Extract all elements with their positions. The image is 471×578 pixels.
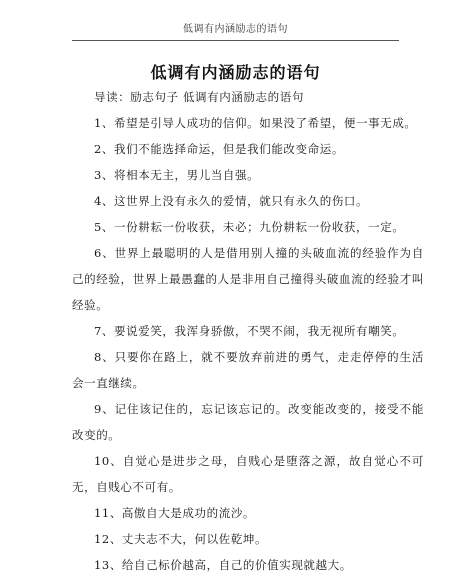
list-item: 3、将相本无主，男儿当自强。 (94, 168, 260, 182)
list-item: 1、希望是引导人成功的信仰。如果没了希望，便一事无成。 (94, 116, 417, 130)
list-item: 13、给自己标价越高，自己的价值实现就越大。 (94, 558, 352, 572)
list-item: 10、自觉心是进步之母，自贱心是堕落之源，故自觉心不可无，自贱心不可有。 (72, 454, 424, 494)
list-item: 8、只要你在路上，就不要放弃前进的勇气，走走停停的生活会一直继续。 (72, 350, 424, 390)
header-divider (72, 40, 399, 41)
list-item: 2、我们不能选择命运，但是我们能改变命运。 (94, 142, 344, 156)
intro-line: 导读：励志句子 低调有内涵励志的语句 (94, 90, 304, 104)
list-item: 11、高傲自大是成功的流沙。 (94, 506, 256, 520)
page-title: 低调有内涵励志的语句 (150, 63, 321, 82)
list-item: 9、记住该记住的，忘记该忘记的。改变能改变的，接受不能改变的。 (72, 402, 424, 442)
running-header: 低调有内涵励志的语句 (183, 24, 288, 35)
list-item: 7、要说爱笑，我浑身骄傲，不哭不闹，我无视所有嘲笑。 (94, 324, 405, 338)
list-item: 12、丈夫志不大，何以佐乾坤。 (94, 532, 268, 546)
list-item: 4、这世界上没有永久的爱情，就只有永久的伤口。 (94, 194, 369, 208)
document-body (72, 85, 424, 578)
list-item: 6、世界上最聪明的人是借用别人撞的头破血流的经验作为自己的经验，世界上最愚蠢的人是非用自己撞得头破血流的经验才叫经验。 (72, 246, 424, 312)
list-item: 5、一份耕耘一份收获，未必；九份耕耘一份收获，一定。 (94, 220, 405, 234)
